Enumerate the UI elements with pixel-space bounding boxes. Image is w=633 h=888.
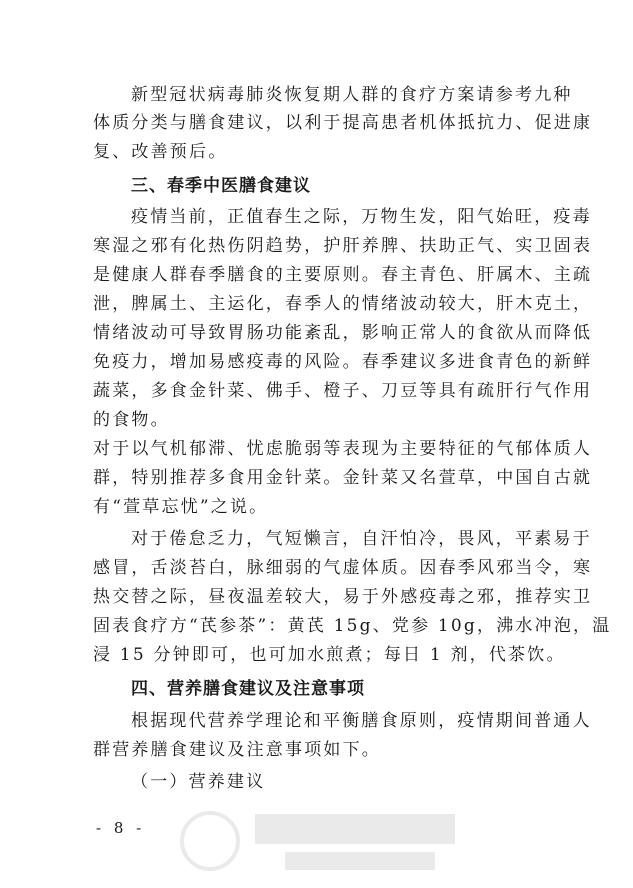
paragraph-line: 的食物。	[93, 410, 170, 430]
paragraph-line: 疫情当前，正值春生之际，万物生发，阳气始旺，疫毒	[131, 207, 592, 227]
paragraph-line: 固表食疗方“芪参茶”：黄芪 15g、党参 10g，沸水冲泡，温	[93, 616, 612, 636]
paragraph-line: 复、改善预后。	[93, 142, 228, 162]
watermark-logo	[175, 796, 475, 886]
section-heading: 四、营养膳食建议及注意事项	[131, 679, 365, 699]
paragraph-line: 有“萱草忘忧”之说。	[93, 497, 269, 517]
paragraph-line: 对于倦怠乏力，气短懒言，自汗怕冷，畏风，平素易于	[131, 529, 592, 549]
paragraph-line: 蔬菜，多食金针菜、佛手、橙子、刀豆等具有疏肝行气作用	[93, 381, 593, 401]
paragraph-line: 免疫力，增加易感疫毒的风险。春季建议多进食青色的新鲜	[93, 352, 593, 372]
paragraph-line: 情绪波动可导致胃肠功能紊乱，影响正常人的食欲从而降低	[93, 323, 593, 343]
paragraph-line: 寒湿之邪有化热伤阴趋势，护肝养脾、扶助正气、实卫固表	[93, 236, 593, 256]
paragraph-line: 新型冠状病毒肺炎恢复期人群的食疗方案请参考九种	[131, 85, 573, 105]
paragraph-line: 泄，脾属土、主运化，春季人的情绪波动较大，肝木克土，	[93, 294, 593, 314]
paragraph-line: 是健康人群春季膳食的主要原则。春主青色、肝属木、主疏	[93, 265, 593, 285]
paragraph-line: 热交替之际，昼夜温差较大，易于外感疫毒之邪，推荐实卫	[93, 587, 593, 607]
section-heading: 三、春季中医膳食建议	[131, 176, 311, 196]
paragraph-line: 群，特别推荐多食用金针菜。金针菜又名萱草，中国自古就	[93, 468, 593, 488]
subsection-heading: （一）营养建议	[131, 772, 266, 792]
page-number: - 8 -	[96, 819, 146, 837]
paragraph-line: 群营养膳食建议及注意事项如下。	[93, 740, 381, 760]
paragraph-line: 对于以气机郁滞、忧虑脆弱等表现为主要特征的气郁体质人	[93, 439, 593, 459]
paragraph-line: 感冒，舌淡苔白，脉细弱的气虚体质。因春季风邪当令，寒	[93, 558, 593, 578]
paragraph-line: 根据现代营养学理论和平衡膳食原则，疫情期间普通人	[131, 711, 592, 731]
paragraph-line: 浸 15 分钟即可，也可加水煎煮；每日 1 剂，代茶饮。	[93, 645, 566, 665]
paragraph-line: 体质分类与膳食建议，以利于提高患者机体抵抗力、促进康	[93, 113, 593, 133]
